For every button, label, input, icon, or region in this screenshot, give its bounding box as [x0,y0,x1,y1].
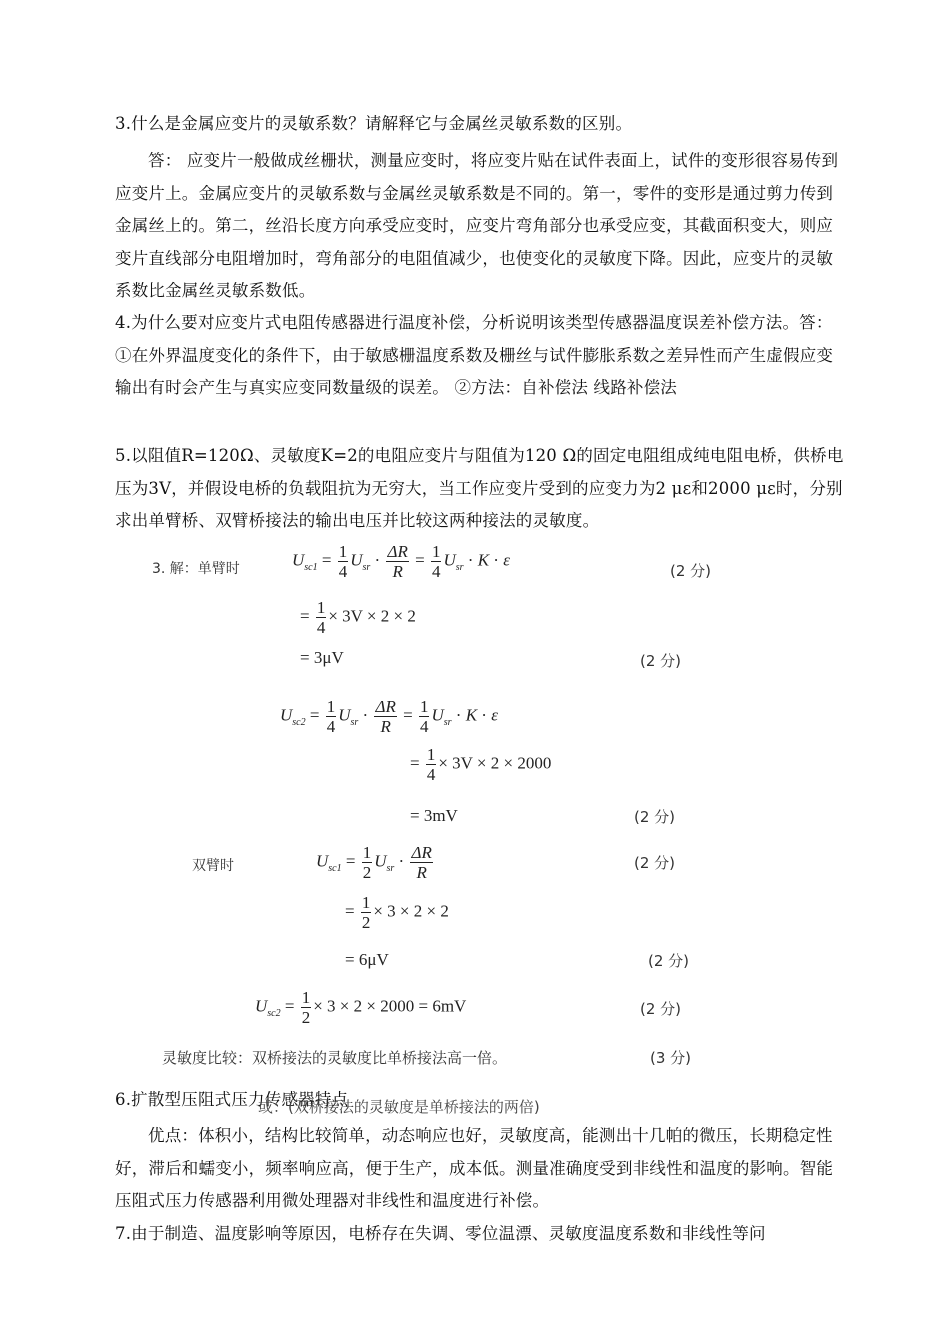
score: (2 分) [648,952,690,970]
solution-double-label: 双臂时 [192,858,234,874]
answer-6: 优点：体积小，结构比较简单，动态响应也好，灵敏度高，能测出十几帕的微压，长期稳定性好，滞后和蠕变小，频率响应高，便于生产，成本低。测量准确度受到非线性和温度的影响。智能压阻式压力传感器利用微处理器对非线性和温度进行补偿。 [115,1126,834,1210]
alternative-note: 或：(双桥接法的灵敏度是单桥接法的两倍) [258,1098,540,1116]
formula-double-3: $U_{sc2}$ = $\frac{1}{2}$ × 3 × 2 × 2000 = 6mV [255,988,467,1027]
solution-single-label: 3. 解：单臂时 [152,561,240,577]
question-7: 7.由于制造、温度影响等原因，电桥存在失调、零位温漂、灵敏度温度系数和非线性等问 [115,1224,766,1243]
fraction-half: $\frac{1}{2}$ [362,843,372,882]
sensitivity-comparison: 灵敏度比较：双桥接法的灵敏度比单桥接法高一倍。 [162,1049,508,1067]
formula-single-1: $U_{sc1}$ = $\frac{1}{4}$ $U_{sr}$ · $\frac{\Delta R}{R}$ = $\frac{1}{4}$ $U_{sr} \cdot K \cdot \varepsilon$ [292,542,510,581]
score: (3 分) [650,1049,692,1067]
score: (2 分) [634,808,676,826]
score: (2 分) [640,1000,682,1018]
formula-single-result-1: = 3μV [300,648,344,667]
formula-single-result-2: = 3mV [410,806,458,825]
formula-double-1: $U_{sc1}$ = $\frac{1}{2}$ $U_{sr}$ · $\frac{\Delta R}{R}$ [316,843,432,882]
formula-double-2: = $\frac{1}{2}$ × 3 × 2 × 2 [345,893,449,932]
question-4: 4.为什么要对应变片式电阻传感器进行温度补偿，分析说明该类型传感器温度误差补偿方法。答：①在外界温度变化的条件下，由于敏感栅温度系数及栅丝与试件膨胀系数之差异性而产生虚假应变输出有时会产生与真实应变同数量级的误差。 ②方法：自补偿法 线路补偿法 [115,313,834,397]
question-6: 6.扩散型压阻式压力传感器特点 [115,1090,349,1109]
formula-single-4: = $\frac{1}{4}$ × 3V × 2 × 2000 [410,745,552,784]
fraction-quarter: $\frac{1}{4}$ [338,542,348,581]
answer-3: 答： 应变片一般做成丝栅状，测量应变时，将应变片贴在试件表面上，试件的变形很容易传到应变片上。金属应变片的灵敏系数与金属丝灵敏系数是不同的。第一，零件的变形是通过剪力传到金属丝上的。第二，丝沿长度方向承受应变时，应变片弯角部分也承受应变，其截面积变大，则应变片直线部分电阻增加时，弯角部分的电阻值减少，也使变化的灵敏度下降。因此，应变片的灵敏系数比金属丝灵敏系数低。 [115,151,839,300]
score: (2 分) [634,854,676,872]
formula-double-result-1: = 6μV [345,950,389,969]
question-5: 5.以阻值R=120Ω、灵敏度K=2的电阻应变片与阻值为120 Ω的固定电阻组成纯电阻电桥，供桥电压为3V，并假设电桥的负载阻抗为无穷大，当工作应变片受到的应变力为2 με和2000 με时，分别求出单臂桥、双臂桥接法的输出电压并比较这两种接法的灵敏度。 [115,446,844,530]
formula-single-2: = $\frac{1}{4}$ × 3V × 2 × 2 [300,598,416,637]
score: (2 分) [640,652,682,670]
question-3: 3.什么是金属应变片的灵敏系数？请解释它与金属丝灵敏系数的区别。 [115,114,633,133]
fraction-dr-over-r: $\frac{\Delta R}{R}$ [387,542,408,581]
formula-single-3: $U_{sc2}$ = $\frac{1}{4}$ $U_{sr}$ · $\frac{\Delta R}{R}$ = $\frac{1}{4}$ $U_{sr} \cdot K \cdot \varepsilon$ [280,697,498,736]
score: (2 分) [670,562,712,580]
